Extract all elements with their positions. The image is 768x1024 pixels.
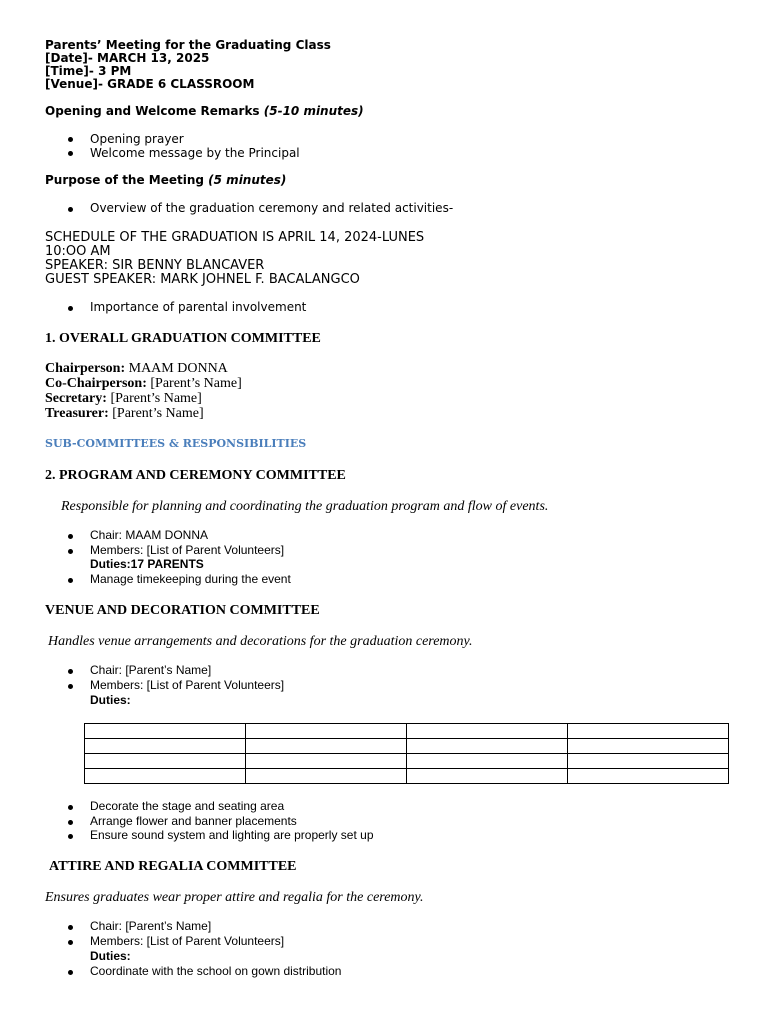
- table-cell: [568, 724, 729, 739]
- bullet-icon: [68, 834, 73, 839]
- list-item: Arrange flower and banner placements: [90, 814, 297, 828]
- bullet-icon: [68, 805, 73, 810]
- purpose-heading-text: Purpose of the Meeting: [45, 173, 209, 187]
- program-chair: Chair: MAAM DONNA: [90, 528, 209, 542]
- list-item: Opening prayer: [90, 132, 184, 146]
- bullet-icon: [68, 820, 73, 825]
- table-row: [85, 769, 729, 784]
- bullet-icon: [68, 306, 73, 311]
- table-cell: [407, 754, 568, 769]
- table-cell: [407, 739, 568, 754]
- secretary-value: [Parent’s Name]: [106, 391, 202, 406]
- table-cell: [246, 754, 407, 769]
- bullet-icon: [68, 578, 73, 583]
- attire-committee-description: Ensures graduates wear proper attire and regalia for the ceremony.: [45, 890, 424, 905]
- bullet-icon: [68, 940, 73, 945]
- secretary-line: [45, 391, 202, 406]
- list-item: Importance of parental involvement: [90, 300, 307, 314]
- co-chairperson-label: Co-Chairperson:: [45, 376, 147, 391]
- schedule-guest-speaker: GUEST SPEAKER: MARK JOHNEL F. BACALANGCO: [45, 272, 360, 287]
- list-item: Manage timekeeping during the event: [90, 572, 291, 586]
- co-chairperson-line: [45, 376, 242, 391]
- venue-committee-description: Handles venue arrangements and decorations for the graduation ceremony.: [48, 634, 473, 649]
- purpose-heading: [45, 174, 286, 187]
- meeting-venue: [Venue]- GRADE 6 CLASSROOM: [45, 77, 255, 91]
- schedule-line: SCHEDULE OF THE GRADUATION IS APRIL 14, 2024-LUNES: [45, 230, 425, 245]
- overall-committee-heading: 1. OVERALL GRADUATION COMMITTEE: [45, 331, 321, 346]
- chairperson-label: Chairperson:: [45, 361, 126, 376]
- list-item: Overview of the graduation ceremony and related activities-: [90, 201, 454, 215]
- co-chairperson-value: [Parent’s Name]: [146, 376, 242, 391]
- schedule-speaker: SPEAKER: SIR BENNY BLANCAVER: [45, 258, 265, 273]
- table-cell: [407, 769, 568, 784]
- chairperson-line: [45, 361, 228, 376]
- table-cell: [85, 724, 246, 739]
- schedule-time: 10:OO AM: [45, 244, 111, 259]
- treasurer-line: [45, 406, 204, 421]
- program-committee-heading: 2. PROGRAM AND CEREMONY COMMITTEE: [45, 468, 346, 483]
- table-cell: [568, 769, 729, 784]
- list-item: Welcome message by the Principal: [90, 146, 300, 160]
- program-duties: Duties:17 PARENTS: [90, 557, 204, 571]
- bullet-icon: [68, 925, 73, 930]
- table-cell: [407, 724, 568, 739]
- opening-duration: (5-10 minutes): [263, 104, 364, 118]
- bullet-icon: [68, 151, 73, 156]
- bullet-icon: [68, 137, 73, 142]
- program-committee-description: Responsible for planning and coordinating the graduation program and flow of events.: [61, 499, 549, 514]
- table-cell: [246, 739, 407, 754]
- venue-members: Members: [List of Parent Volunteers]: [90, 678, 285, 692]
- bullet-icon: [68, 970, 73, 975]
- table-cell: [568, 754, 729, 769]
- bullet-icon: [68, 684, 73, 689]
- treasurer-value: [Parent’s Name]: [108, 406, 204, 421]
- list-item: Coordinate with the school on gown distribution: [90, 964, 342, 978]
- opening-heading-text: Opening and Welcome Remarks: [45, 104, 264, 118]
- document-title: Parents’ Meeting for the Graduating Class: [45, 38, 331, 52]
- attire-chair: Chair: [Parent’s Name]: [90, 919, 212, 933]
- bullet-icon: [68, 207, 73, 212]
- table-cell: [85, 754, 246, 769]
- duties-table: [84, 723, 729, 784]
- list-item: Ensure sound system and lighting are properly set up: [90, 828, 374, 842]
- bullet-icon: [68, 669, 73, 674]
- table-cell: [568, 739, 729, 754]
- venue-duties: Duties:: [90, 693, 131, 707]
- table-row: [85, 739, 729, 754]
- secretary-label: Secretary:: [45, 391, 107, 406]
- table-cell: [246, 769, 407, 784]
- table-cell: [85, 769, 246, 784]
- table-row: [85, 724, 729, 739]
- table-row: [85, 754, 729, 769]
- bullet-icon: [68, 534, 73, 539]
- attire-duties: Duties:: [90, 949, 131, 963]
- venue-chair: Chair: [Parent’s Name]: [90, 663, 212, 677]
- sub-committees-heading: SUB-COMMITTEES & RESPONSIBILITIES: [45, 437, 307, 450]
- opening-heading: [45, 105, 364, 118]
- program-members: Members: [List of Parent Volunteers]: [90, 543, 285, 557]
- chairperson-value: MAAM DONNA: [125, 361, 228, 376]
- bullet-icon: [68, 549, 73, 554]
- meeting-time: [Time]- 3 PM: [45, 64, 132, 78]
- table-cell: [85, 739, 246, 754]
- list-item: Decorate the stage and seating area: [90, 799, 285, 813]
- venue-committee-heading: VENUE AND DECORATION COMMITTEE: [45, 603, 320, 618]
- treasurer-label: Treasurer:: [45, 406, 109, 421]
- meeting-date: [Date]- MARCH 13, 2025: [45, 51, 210, 65]
- attire-members: Members: [List of Parent Volunteers]: [90, 934, 285, 948]
- attire-committee-heading: ATTIRE AND REGALIA COMMITTEE: [49, 859, 297, 874]
- table-cell: [246, 724, 407, 739]
- purpose-duration: (5 minutes): [208, 173, 287, 187]
